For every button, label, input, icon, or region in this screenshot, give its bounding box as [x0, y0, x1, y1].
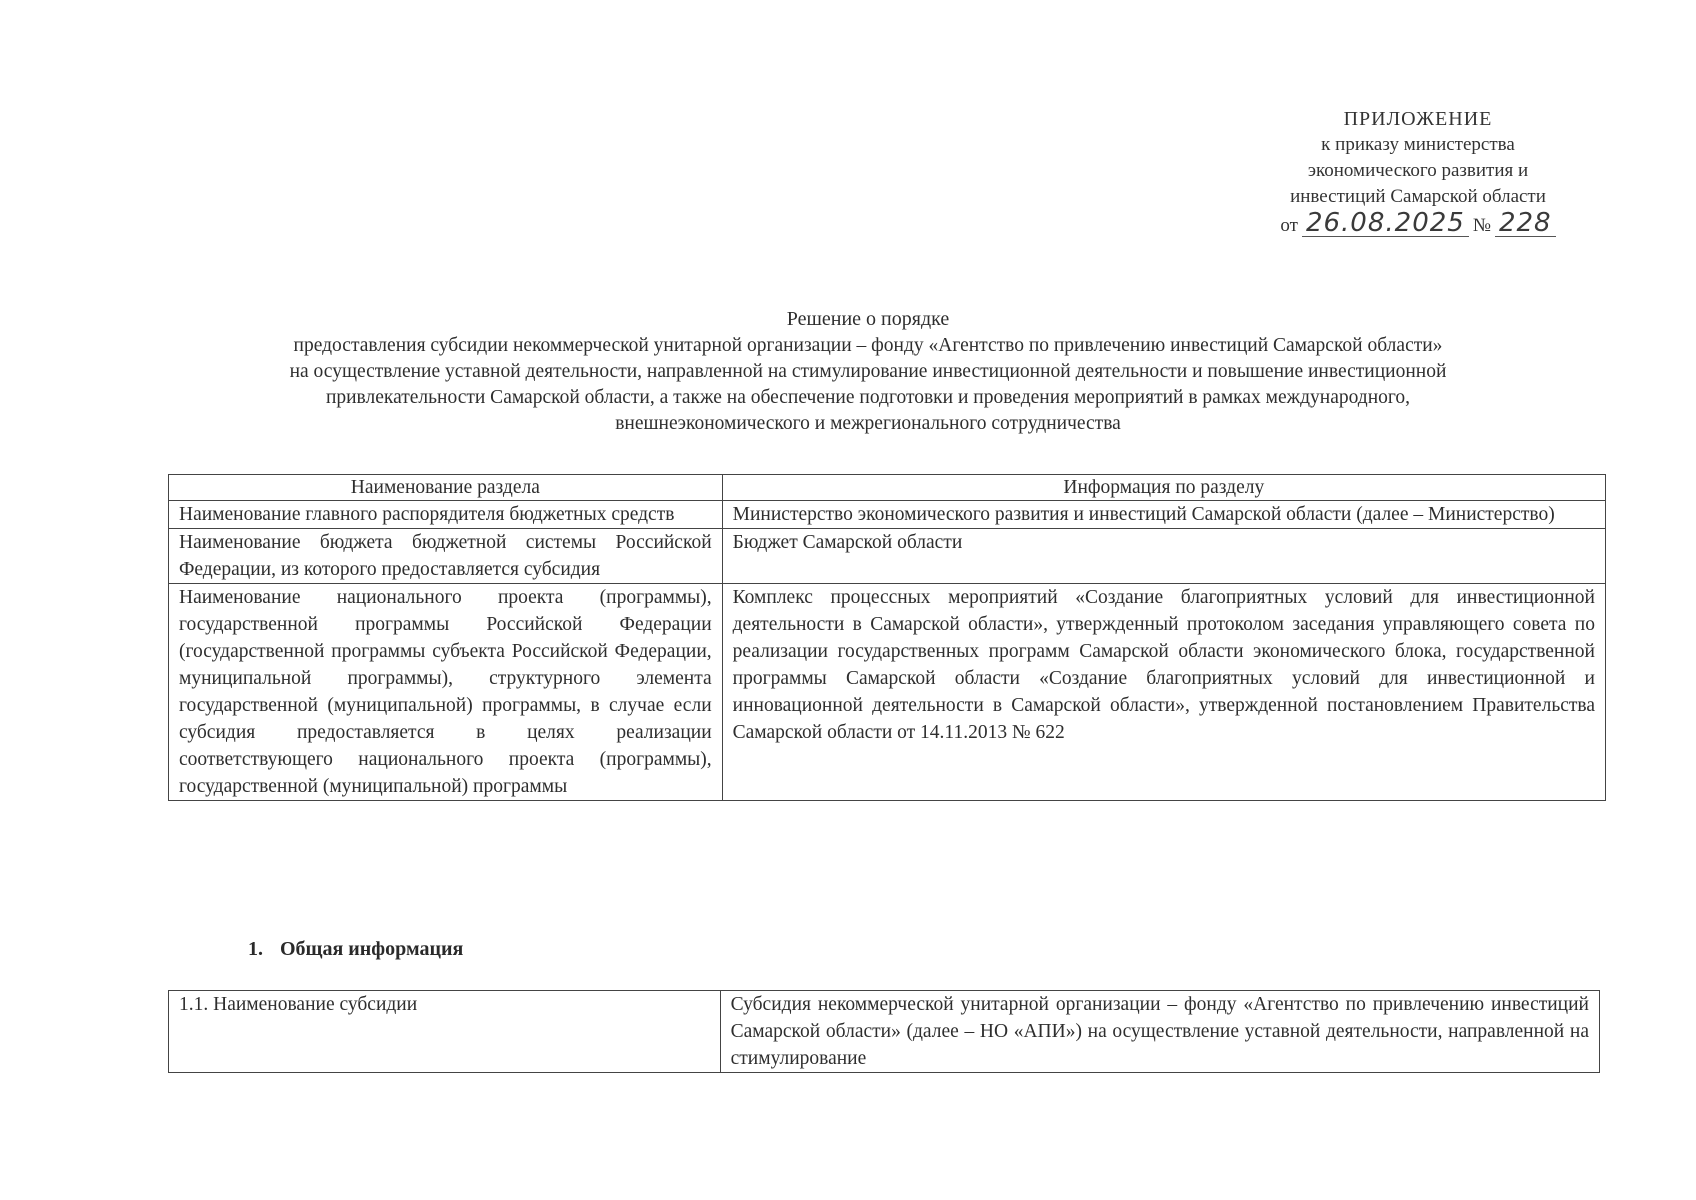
column-header-section-name: Наименование раздела	[169, 475, 723, 501]
row-value: Министерство экономического развития и инвестиций Самарской области (далее – Министерство)	[722, 501, 1605, 529]
table-row	[169, 991, 1600, 1073]
appendix-line-2: экономического развития и	[1307, 160, 1529, 181]
row-label: Наименование национального проекта (программы), государственной программы Российской Федерации (государственной программы субъекта Российской Федерации, муниципальной программы), структурного элемента государственной (муниципальной) программы, в случае если субсидия предоставляется в целях реализации соответствующего национального проекта (программы), государственной (муниципальной) программы	[169, 584, 723, 801]
table-row	[169, 529, 1606, 584]
appendix-header	[1248, 106, 1588, 239]
decision-line-3: привлекательности Самарской области, а также на обеспечение подготовки и проведения мероприятий в рамках международного,	[325, 387, 1411, 408]
appendix-line-1: к приказу министерства	[1321, 134, 1515, 155]
column-header-section-info: Информация по разделу	[722, 475, 1605, 501]
row-value: Субсидия некоммерческой унитарной организации – фонду «Агентство по привлечению инвестиций Самарской области» (далее – НО «АПИ») на осуществление уставной деятельности, направленной на стимулирование	[720, 991, 1599, 1073]
date-prefix: от	[1280, 215, 1298, 236]
handwritten-date: 26.08.2025	[1302, 210, 1469, 237]
row-label: 1.1. Наименование субсидии	[169, 991, 721, 1073]
section-heading-general-info	[248, 938, 463, 961]
section-info-table	[168, 474, 1606, 801]
decision-line-1: предоставления субсидии некоммерческой унитарной организации – фонду «Агентство по привлечению инвестиций Самарской области»	[293, 335, 1443, 356]
table-row	[169, 501, 1606, 529]
appendix-line-3: инвестиций Самарской области	[1290, 186, 1546, 207]
row-label: Наименование главного распорядителя бюджетных средств	[169, 501, 723, 529]
appendix-title: ПРИЛОЖЕНИЕ	[1343, 108, 1493, 130]
decision-heading: Решение о порядке	[786, 308, 950, 330]
decision-title-block	[150, 306, 1586, 437]
section-number: 1.	[248, 938, 263, 960]
row-value: Бюджет Самарской области	[722, 529, 1605, 584]
table-header-row	[169, 475, 1606, 501]
decision-line-4: внешнеэкономического и межрегионального сотрудничества	[615, 413, 1121, 434]
row-label: Наименование бюджета бюджетной системы Российской Федерации, из которого предоставляется субсидия	[169, 529, 723, 584]
decision-line-2: на осуществление уставной деятельности, направленной на стимулирование инвестиционной деятельности и повышение инвестиционной	[289, 361, 1447, 382]
handwritten-number: 228	[1495, 210, 1556, 237]
row-value: Комплекс процессных мероприятий «Создание благоприятных условий для инвестиционной деятельности в Самарской области», утвержденный протоколом заседания управляющего совета по реализации государственных программ Самарской области экономического блока, государственной программы Самарской области «Создание благоприятных условий для инвестиционной и инновационной деятельности в Самарской области», утвержденной постановлением Правительства Самарской области от 14.11.2013 № 622	[722, 584, 1605, 801]
table-row	[169, 584, 1606, 801]
general-info-table	[168, 990, 1600, 1073]
section-title: Общая информация	[280, 938, 464, 960]
number-prefix: №	[1472, 215, 1491, 236]
order-date-number-line	[1248, 210, 1588, 239]
